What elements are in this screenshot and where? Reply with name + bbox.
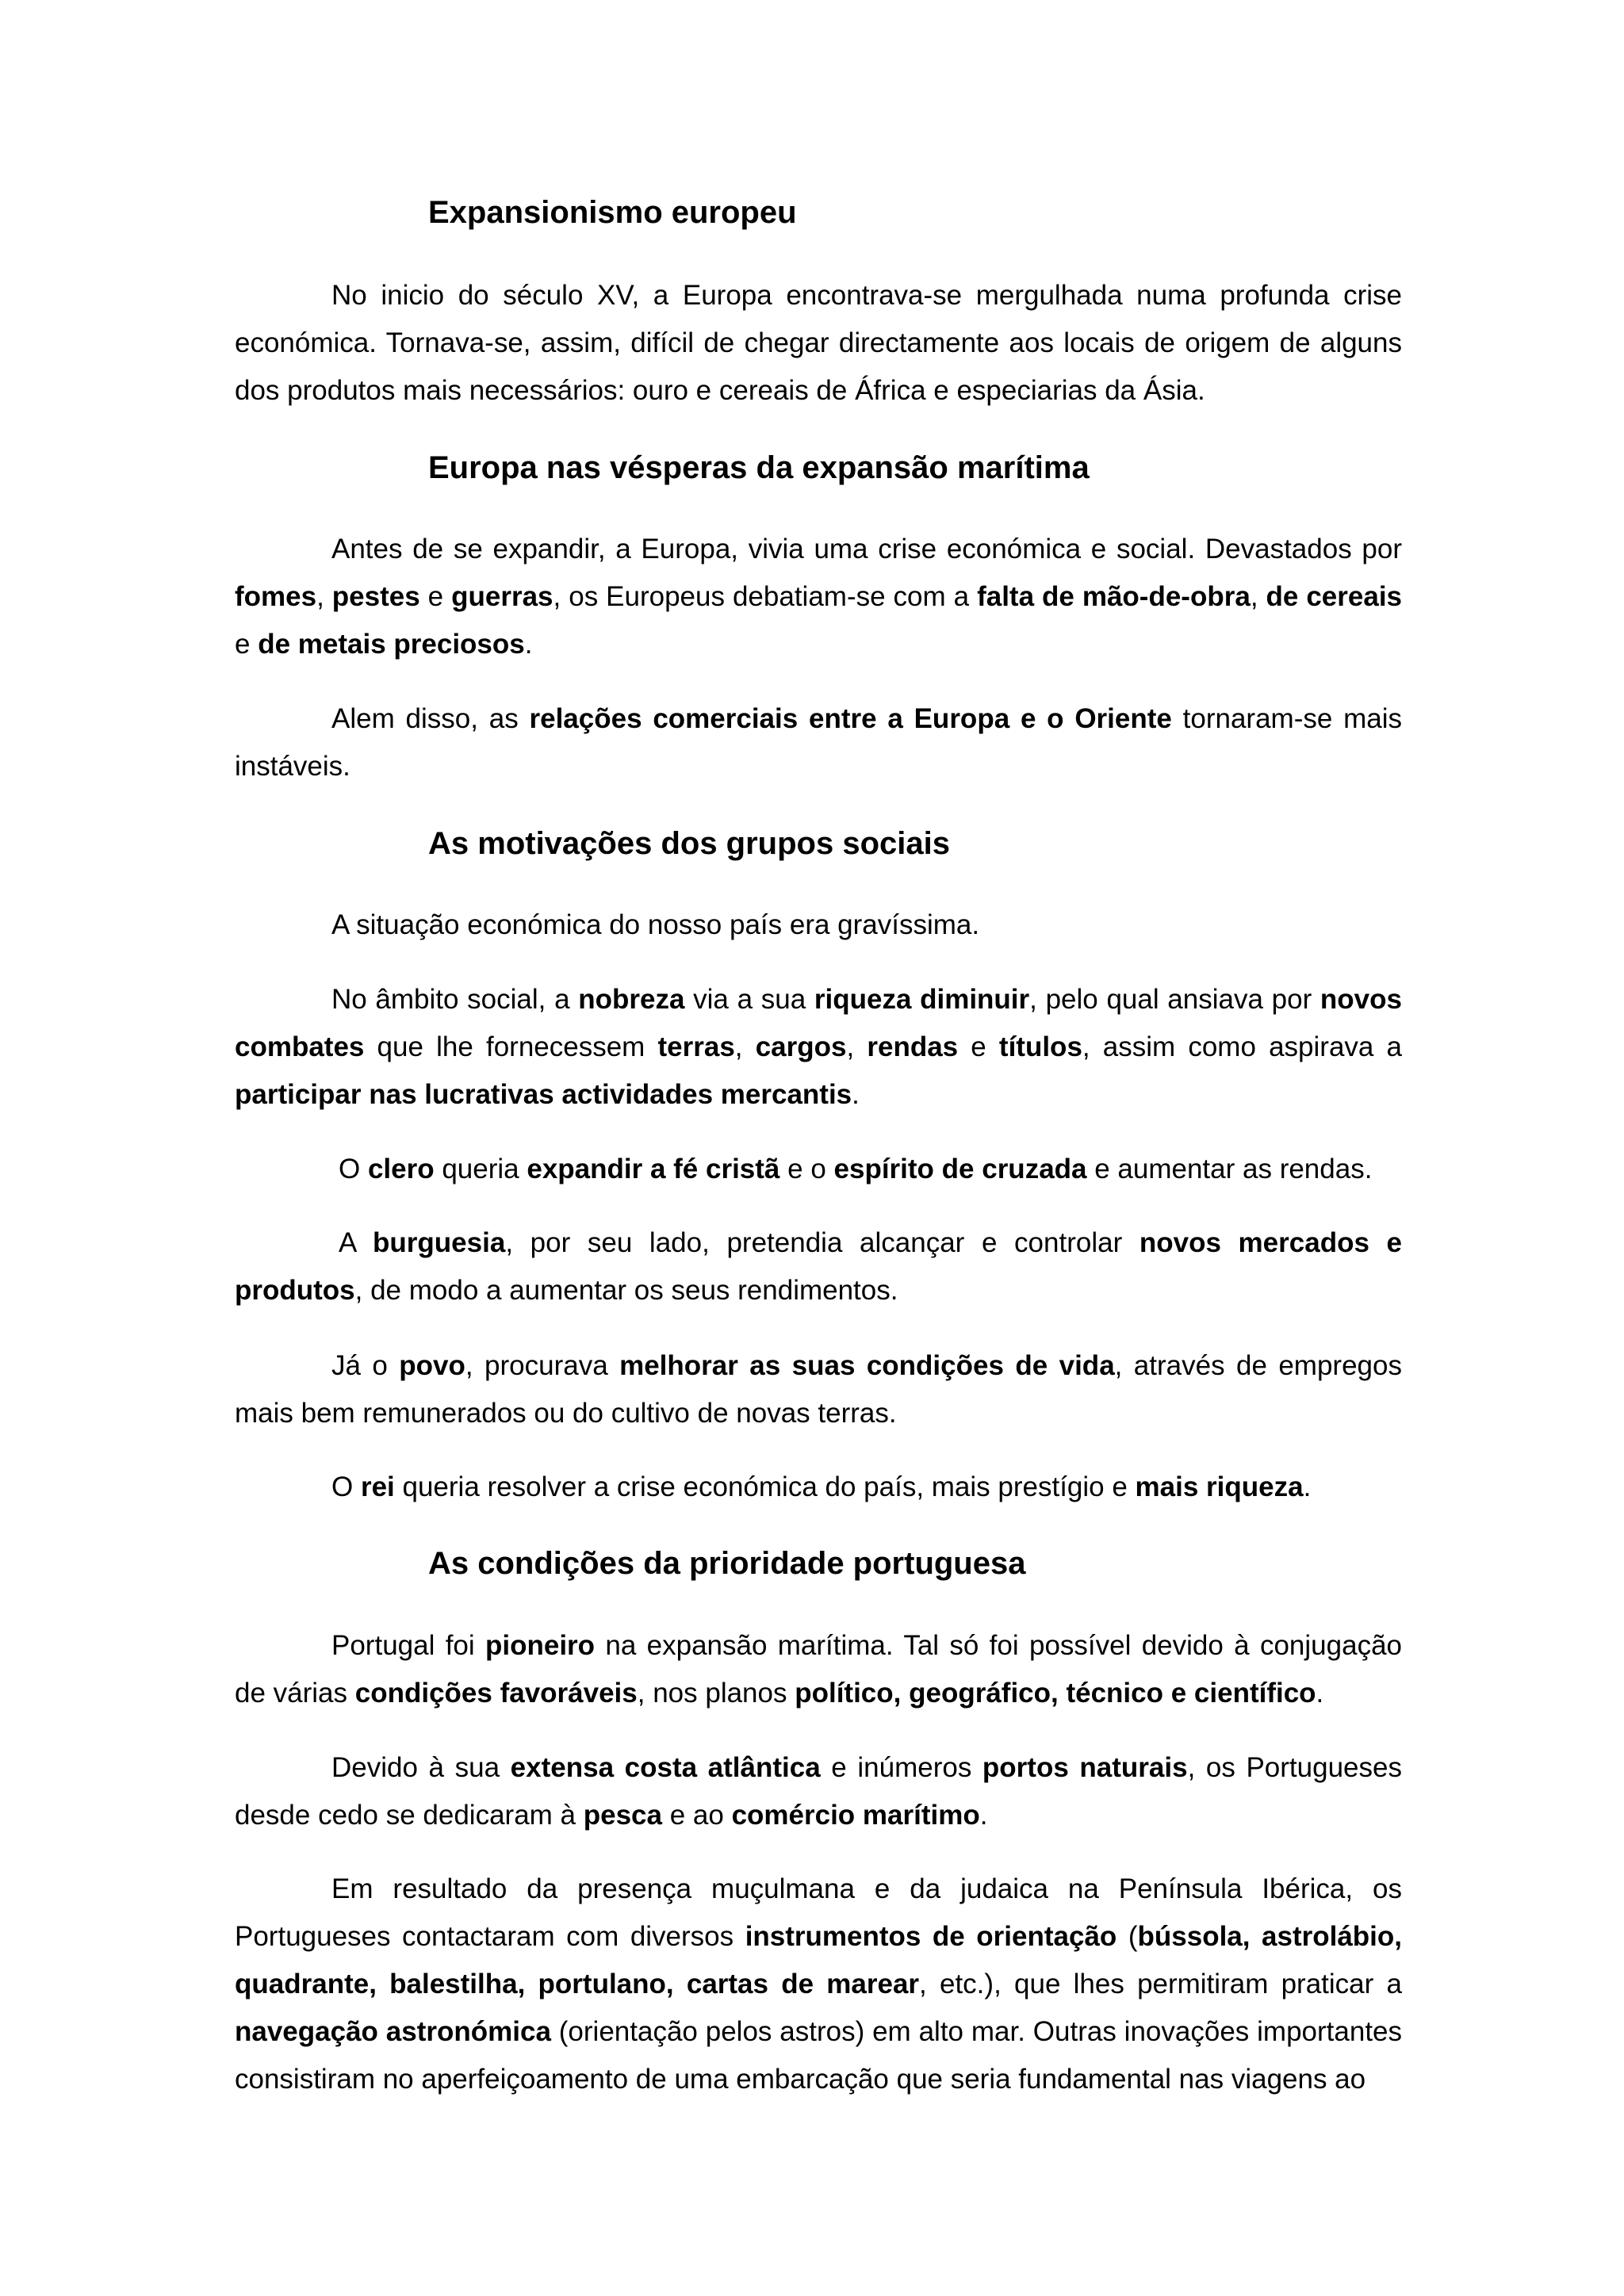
paragraph: [235, 1744, 1402, 1839]
text-run: .: [524, 629, 533, 660]
bold-text: espírito de cruzada: [833, 1154, 1087, 1184]
text-run: e: [235, 629, 259, 660]
text-run: O: [339, 1154, 368, 1184]
paragraph: [235, 1464, 1402, 1511]
text-run: No inicio do século XV, a Europa encontrava-se mergulhada numa profunda crise económica. Tornava-se, assim, difícil de chegar directamente aos locais de origem de alguns dos produtos mais necessários: ouro e cereais de África e especiarias da Ásia.: [235, 280, 1402, 406]
bold-text: riqueza diminuir: [814, 984, 1030, 1015]
bold-text: político, geográfico, técnico e científico: [795, 1678, 1316, 1709]
bold-text: novos combates: [235, 984, 1402, 1062]
text-run: queria: [434, 1154, 527, 1184]
text-run: , pelo qual ansiava por: [1029, 984, 1320, 1015]
text-run: .: [979, 1800, 988, 1831]
bold-text: melhorar as suas condições de vida: [619, 1350, 1115, 1381]
paragraph: [235, 1342, 1402, 1437]
bold-text: clero: [367, 1154, 435, 1184]
bold-text: relações comerciais entre a Europa e o Oriente: [529, 703, 1172, 734]
section-heading-expansionismo: Expansionismo europeu: [428, 195, 797, 230]
text-run: ,: [846, 1031, 868, 1062]
paragraph: [235, 976, 1402, 1119]
bold-text: extensa costa atlântica: [510, 1752, 821, 1783]
paragraph: [235, 695, 1402, 790]
text-run: A situação económica do nosso país era gravíssima.: [331, 909, 980, 940]
bold-text: bússola, astrolábio, quadrante, balestilha, portulano, cartas de marear: [235, 1921, 1402, 1999]
paragraph: [235, 526, 1402, 668]
bold-text: rei: [360, 1471, 395, 1502]
text-run: , os Europeus debatiam-se com a: [553, 581, 978, 612]
text-run: , por seu lado, pretendia alcançar e controlar: [505, 1227, 1139, 1258]
text-run: .: [1303, 1471, 1312, 1502]
text-run: e o: [779, 1154, 834, 1184]
bold-text: novos mercados e produtos: [235, 1227, 1403, 1306]
text-run: ,: [316, 581, 332, 612]
bold-text: instrumentos de orientação: [745, 1921, 1117, 1952]
text-run: , através de empregos mais bem remunerados ou do cultivo de novas terras.: [235, 1350, 1402, 1429]
bold-text: pestes: [331, 581, 420, 612]
text-run: ,: [734, 1031, 756, 1062]
paragraph: [235, 1146, 1402, 1193]
text-run: ,: [1250, 581, 1266, 612]
text-run: na expansão marítima. Tal só foi possível devido à conjugação de várias: [235, 1630, 1402, 1709]
bold-text: condições favoráveis: [354, 1678, 638, 1709]
text-run: Já o: [331, 1350, 400, 1381]
section-heading-europa-vesperas: Europa nas vésperas da expansão marítima: [428, 450, 1090, 485]
paragraph: [235, 1219, 1402, 1314]
bold-text: cargos: [755, 1031, 847, 1062]
bold-text: falta de mão-de-obra: [977, 581, 1251, 612]
text-run: e aumentar as rendas.: [1086, 1154, 1373, 1184]
text-run: e: [419, 581, 452, 612]
text-run: O: [331, 1471, 361, 1502]
paragraph: [235, 272, 1402, 415]
text-run: Antes de se expandir, a Europa, vivia uma crise económica e social. Devastados por: [331, 534, 1402, 564]
text-run: (orientação pelos astros) em alto mar. Outras inovações importantes consistiram no aperfeiçoamento de uma embarcação que seria fundamental nas viagens ao: [235, 2016, 1403, 2095]
bold-text: comércio marítimo: [731, 1800, 980, 1831]
text-run: Devido à sua: [331, 1752, 511, 1783]
bold-text: povo: [399, 1350, 465, 1381]
text-run: A: [339, 1227, 373, 1258]
text-run: , etc.), que lhes permitiram praticar a: [919, 1969, 1402, 1999]
text-run: , nos planos: [637, 1678, 795, 1709]
bold-text: expandir a fé cristã: [527, 1154, 780, 1184]
bold-text: de cereais: [1266, 581, 1403, 612]
text-run: , procurava: [465, 1350, 620, 1381]
text-run: , assim como aspirava a: [1082, 1031, 1402, 1062]
bold-text: navegação astronómica: [235, 2016, 551, 2047]
bold-text: fomes: [235, 581, 317, 612]
text-run: e: [958, 1031, 999, 1062]
text-run: tornaram-se mais instáveis.: [235, 703, 1402, 782]
section-heading-condicoes: As condições da prioridade portuguesa: [428, 1546, 1026, 1581]
text-run: que lhe fornecessem: [364, 1031, 658, 1062]
text-run: e ao: [661, 1800, 732, 1831]
bold-text: nobreza: [578, 984, 685, 1015]
bold-text: mais riqueza: [1135, 1471, 1304, 1502]
bold-text: portos naturais: [982, 1752, 1188, 1783]
paragraph: [235, 901, 1402, 949]
paragraph: [235, 1622, 1402, 1717]
text-run: Alem disso, as: [331, 703, 530, 734]
text-run: Portugal foi: [331, 1630, 485, 1661]
bold-text: de metais preciosos: [258, 629, 525, 660]
bold-text: burguesia: [373, 1227, 506, 1258]
bold-text: rendas: [867, 1031, 959, 1062]
section-heading-motivacoes: As motivações dos grupos sociais: [428, 826, 950, 861]
text-run: .: [1316, 1678, 1324, 1709]
paragraph: [235, 1866, 1402, 2103]
text-run: e inúmeros: [820, 1752, 982, 1783]
bold-text: terras: [657, 1031, 735, 1062]
text-run: , os Portugueses desde cedo se dedicaram à: [235, 1752, 1402, 1831]
text-run: (: [1116, 1921, 1138, 1952]
bold-text: títulos: [998, 1031, 1082, 1062]
text-run: .: [852, 1079, 860, 1110]
text-run: via a sua: [684, 984, 814, 1015]
bold-text: pioneiro: [485, 1630, 596, 1661]
bold-text: participar nas lucrativas actividades mercantis: [235, 1079, 852, 1110]
text-run: , de modo a aumentar os seus rendimentos.: [354, 1275, 898, 1306]
bold-text: pesca: [583, 1800, 662, 1831]
bold-text: guerras: [451, 581, 553, 612]
text-run: Em resultado da presença muçulmana e da judaica na Península Ibérica, os Portugueses contactaram com diversos: [235, 1873, 1402, 1952]
text-run: No âmbito social, a: [331, 984, 579, 1015]
text-run: queria resolver a crise económica do país, mais prestígio e: [394, 1471, 1136, 1502]
